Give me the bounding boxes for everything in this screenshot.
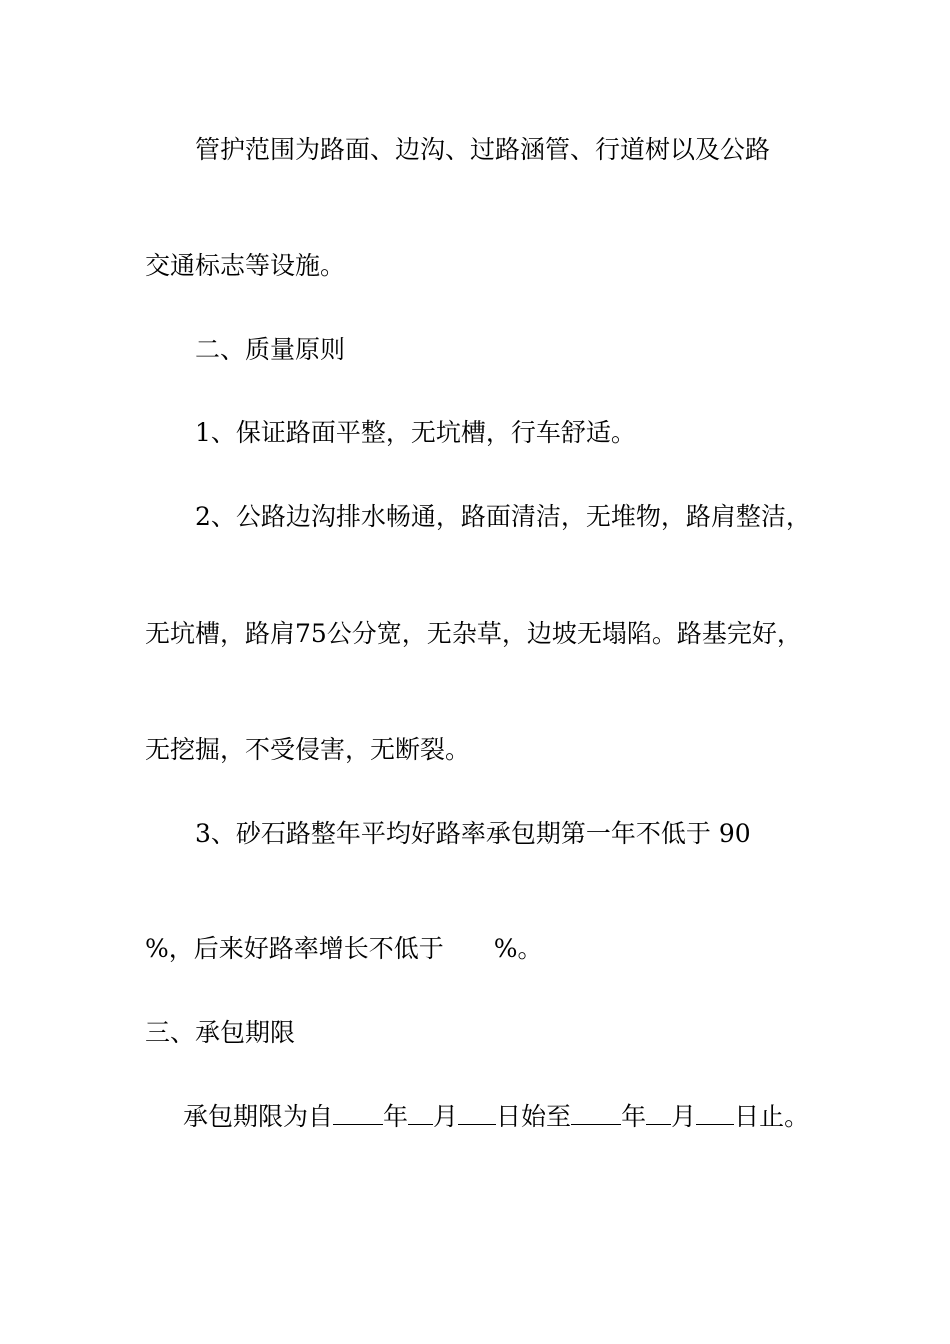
item-2-line1: 2、公路边沟排水畅通，路面清洁，无堆物，路肩整洁，	[195, 502, 811, 531]
item-2-line2: 无坑槽，路肩75公分宽，无杂草，边坡无塌陷。路基完好，	[145, 619, 802, 648]
end-month-blank[interactable]	[646, 1102, 671, 1125]
start-year-blank[interactable]	[333, 1102, 383, 1125]
term-month-2: 月	[671, 1102, 697, 1131]
section-heading-quality: 二、质量原则	[195, 335, 346, 364]
term-year-2: 年	[621, 1102, 647, 1131]
end-year-blank[interactable]	[571, 1102, 621, 1125]
item-2-line3: 无挖掘，不受侵害，无断裂。	[145, 735, 471, 764]
term-prefix: 承包期限为自	[183, 1102, 334, 1131]
end-day-blank[interactable]	[696, 1102, 734, 1125]
term-day-1: 日始至	[496, 1102, 572, 1131]
item-3-line2: %，后来好路率增长不低于 %。	[145, 934, 543, 963]
term-sentence	[183, 1100, 809, 1134]
start-month-blank[interactable]	[408, 1102, 433, 1125]
term-year-1: 年	[383, 1102, 409, 1131]
section-heading-term: 三、承包期限	[145, 1018, 296, 1047]
item-3-line1: 3、砂石路整年平均好路率承包期第一年不低于 90	[195, 819, 751, 848]
item-1: 1、保证路面平整，无坑槽，行车舒适。	[195, 418, 636, 447]
paragraph-scope-line1: 管护范围为路面、边沟、过路涵管、行道树以及公路	[195, 135, 771, 164]
paragraph-scope-line2: 交通标志等设施。	[145, 251, 346, 280]
start-day-blank[interactable]	[458, 1102, 496, 1125]
term-month-1: 月	[433, 1102, 459, 1131]
term-day-2: 日止。	[734, 1102, 810, 1131]
